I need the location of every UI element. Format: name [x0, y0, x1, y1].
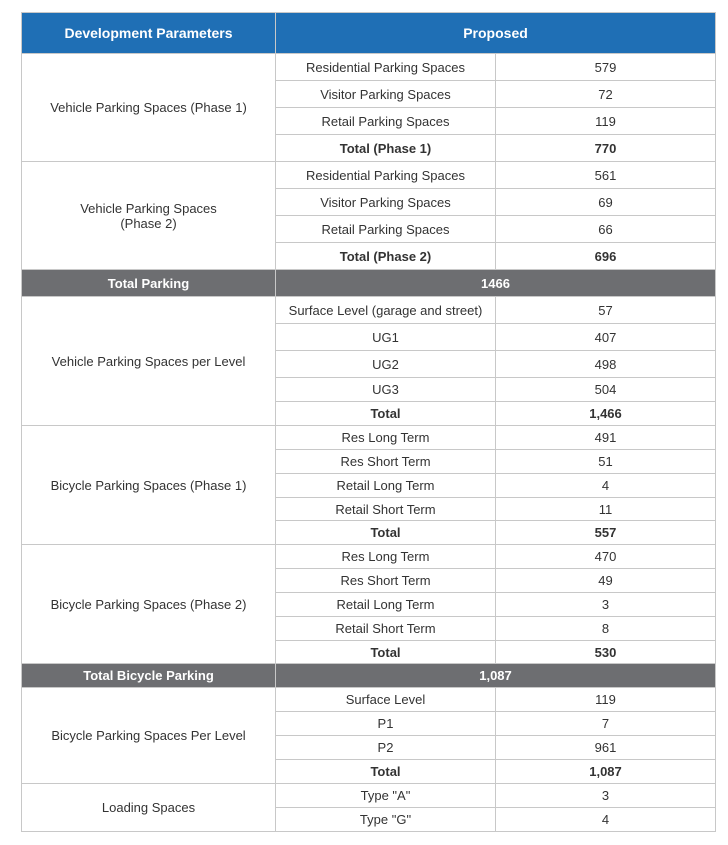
proposed-value: 579 — [496, 54, 716, 81]
proposed-value: 470 — [496, 545, 716, 569]
parameter-item: Retail Short Term — [276, 498, 496, 521]
table-body — [22, 54, 716, 832]
parameter-item: Residential Parking Spaces — [276, 54, 496, 81]
proposed-value: 561 — [496, 162, 716, 189]
parameter-item: Total — [276, 641, 496, 664]
proposed-value: 407 — [496, 324, 716, 351]
total-band-label: Total Bicycle Parking — [22, 664, 276, 688]
parameter-item: Retail Parking Spaces — [276, 108, 496, 135]
proposed-value: 961 — [496, 736, 716, 760]
parameter-item: P1 — [276, 712, 496, 736]
development-parameters-table — [21, 12, 716, 832]
parameter-group-label: Vehicle Parking Spaces (Phase 2) — [22, 162, 276, 270]
parameter-item: Type "G" — [276, 808, 496, 832]
parameter-group-label: Bicycle Parking Spaces Per Level — [22, 688, 276, 784]
parameter-item: Total — [276, 521, 496, 545]
proposed-value: 4 — [496, 808, 716, 832]
total-band-value: 1466 — [276, 270, 716, 297]
parameter-item: Total — [276, 402, 496, 426]
parameter-item: Residential Parking Spaces — [276, 162, 496, 189]
parameter-item: Visitor Parking Spaces — [276, 189, 496, 216]
table-row — [22, 545, 716, 569]
proposed-value: 498 — [496, 351, 716, 378]
total-band-row — [22, 664, 716, 688]
proposed-value: 11 — [496, 498, 716, 521]
parameter-item: Total (Phase 1) — [276, 135, 496, 162]
table-row — [22, 426, 716, 450]
proposed-value: 3 — [496, 784, 716, 808]
parameter-group-label: Vehicle Parking Spaces (Phase 1) — [22, 54, 276, 162]
proposed-value: 696 — [496, 243, 716, 270]
proposed-value: 51 — [496, 450, 716, 474]
parameter-item: Surface Level (garage and street) — [276, 297, 496, 324]
parameter-item: Surface Level — [276, 688, 496, 712]
header-row — [22, 13, 716, 54]
proposed-value: 491 — [496, 426, 716, 450]
proposed-value: 57 — [496, 297, 716, 324]
proposed-value: 770 — [496, 135, 716, 162]
parameter-item: Visitor Parking Spaces — [276, 81, 496, 108]
proposed-value: 69 — [496, 189, 716, 216]
table-row — [22, 162, 716, 189]
total-band-value: 1,087 — [276, 664, 716, 688]
parameter-item: UG2 — [276, 351, 496, 378]
proposed-value: 8 — [496, 617, 716, 641]
parameter-item: Res Long Term — [276, 426, 496, 450]
parameter-item: Retail Long Term — [276, 593, 496, 617]
parameter-item: Res Long Term — [276, 545, 496, 569]
proposed-value: 3 — [496, 593, 716, 617]
parameter-item: Total — [276, 760, 496, 784]
proposed-value: 66 — [496, 216, 716, 243]
parameter-item: Retail Long Term — [276, 474, 496, 498]
parameter-item: Res Short Term — [276, 450, 496, 474]
parameter-item: UG1 — [276, 324, 496, 351]
proposed-value: 119 — [496, 108, 716, 135]
proposed-value: 72 — [496, 81, 716, 108]
total-band-row — [22, 270, 716, 297]
parameter-item: P2 — [276, 736, 496, 760]
parameter-item: UG3 — [276, 378, 496, 402]
proposed-value: 530 — [496, 641, 716, 664]
total-band-label: Total Parking — [22, 270, 276, 297]
parameter-group-label: Bicycle Parking Spaces (Phase 2) — [22, 545, 276, 664]
header-proposed: Proposed — [276, 13, 716, 54]
parameter-group-label: Loading Spaces — [22, 784, 276, 832]
table-row — [22, 297, 716, 324]
parameter-item: Res Short Term — [276, 569, 496, 593]
parameter-item: Retail Short Term — [276, 617, 496, 641]
parameter-group-label: Bicycle Parking Spaces (Phase 1) — [22, 426, 276, 545]
table-row — [22, 784, 716, 808]
table-row — [22, 54, 716, 81]
proposed-value: 7 — [496, 712, 716, 736]
header-development-parameters: Development Parameters — [22, 13, 276, 54]
parameter-item: Retail Parking Spaces — [276, 216, 496, 243]
parameter-group-label: Vehicle Parking Spaces per Level — [22, 297, 276, 426]
proposed-value: 504 — [496, 378, 716, 402]
proposed-value: 49 — [496, 569, 716, 593]
proposed-value: 1,466 — [496, 402, 716, 426]
proposed-value: 1,087 — [496, 760, 716, 784]
table-row — [22, 688, 716, 712]
proposed-value: 557 — [496, 521, 716, 545]
proposed-value: 119 — [496, 688, 716, 712]
parameter-item: Type "A" — [276, 784, 496, 808]
proposed-value: 4 — [496, 474, 716, 498]
parameter-item: Total (Phase 2) — [276, 243, 496, 270]
